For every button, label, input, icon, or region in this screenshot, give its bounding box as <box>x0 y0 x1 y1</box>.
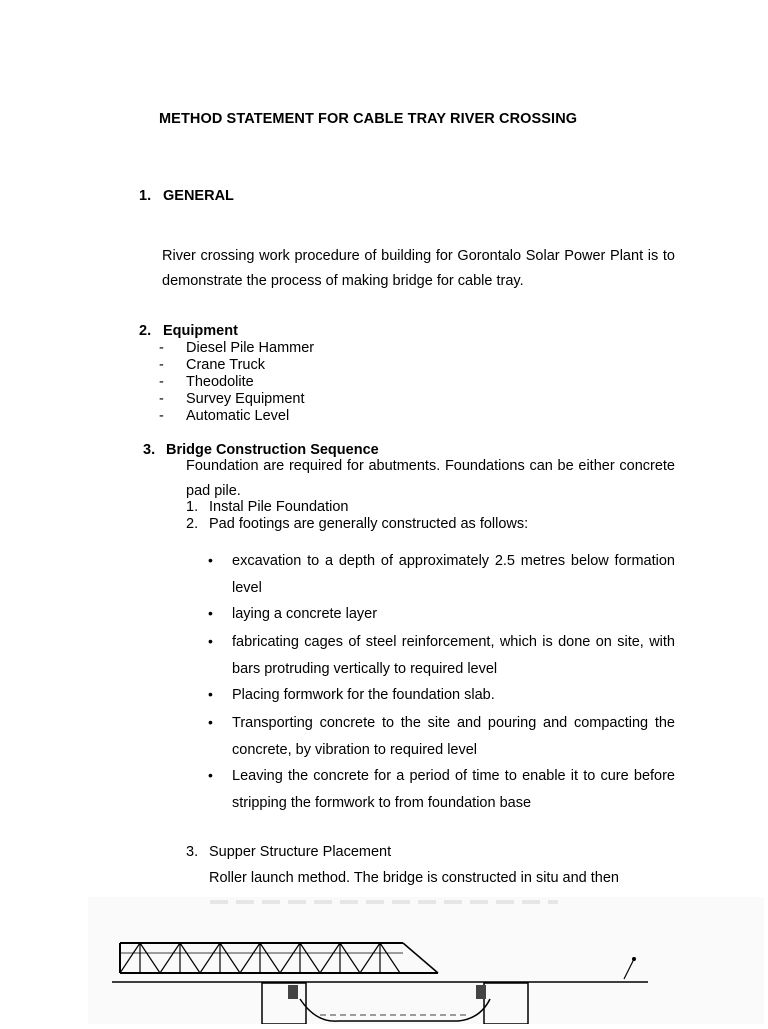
step-number: 1. <box>186 499 199 515</box>
bullet-icon: • <box>208 605 213 621</box>
bullet-icon: • <box>208 714 213 730</box>
section-bridge-number: 3. <box>143 442 156 458</box>
bullet-item: • Transporting concrete to the site and pouring and compacting the concrete, by vibration to required level <box>208 710 675 763</box>
equipment-item: - Survey Equipment <box>159 391 305 407</box>
equipment-item: - Automatic Level <box>159 408 290 424</box>
section-general-number: 1. <box>139 188 152 204</box>
equipment-item: - Diesel Pile Hammer <box>159 340 315 356</box>
section-general-text: River crossing work procedure of building for Gorontalo Solar Power Plant is to demonstrate the process of making bridge for cable tray. <box>162 248 675 289</box>
step-label: Pad footings are generally constructed as follows: <box>209 516 529 532</box>
step3-text: Roller launch method. The bridge is constructed in situ and then <box>209 870 620 886</box>
bullet-item: • Placing formwork for the foundation slab. <box>208 682 675 709</box>
step-number: 3. <box>186 844 199 860</box>
bullet-icon: • <box>208 633 213 649</box>
section-equipment-heading: Equipment <box>163 323 238 339</box>
section-general-heading: GENERAL <box>163 188 234 204</box>
bullet-item: • fabricating cages of steel reinforcement, which is done on site, with bars protruding vertically to required level <box>208 629 675 682</box>
section-equipment-number: 2. <box>139 323 152 339</box>
bullet-icon: • <box>208 552 213 568</box>
section-bridge-heading: Bridge Construction Sequence <box>166 442 379 458</box>
document-title: METHOD STATEMENT FOR CABLE TRAY RIVER CROSSING <box>159 111 578 127</box>
step-label: Instal Pile Foundation <box>209 499 349 515</box>
bullet-item: • Leaving the concrete for a period of time to enable it to cure before stripping the formwork to from foundation base <box>208 763 675 816</box>
bullet-icon: • <box>208 767 213 783</box>
equipment-item: - Crane Truck <box>159 357 265 373</box>
bridge-launch-figure <box>88 897 764 1024</box>
step-number: 2. <box>186 516 199 532</box>
step-label: Supper Structure Placement <box>209 844 392 860</box>
bullet-item: • laying a concrete layer <box>208 601 675 628</box>
bullet-item: • excavation to a depth of approximately 2.5 metres below formation level <box>208 548 675 601</box>
section-bridge-intro: Foundation are required for abutments. Foundations can be either concrete pad pile. <box>186 458 675 499</box>
bullet-icon: • <box>208 686 213 702</box>
equipment-item: - Theodolite <box>159 374 254 390</box>
bridge-truss-drawing <box>88 897 764 1024</box>
